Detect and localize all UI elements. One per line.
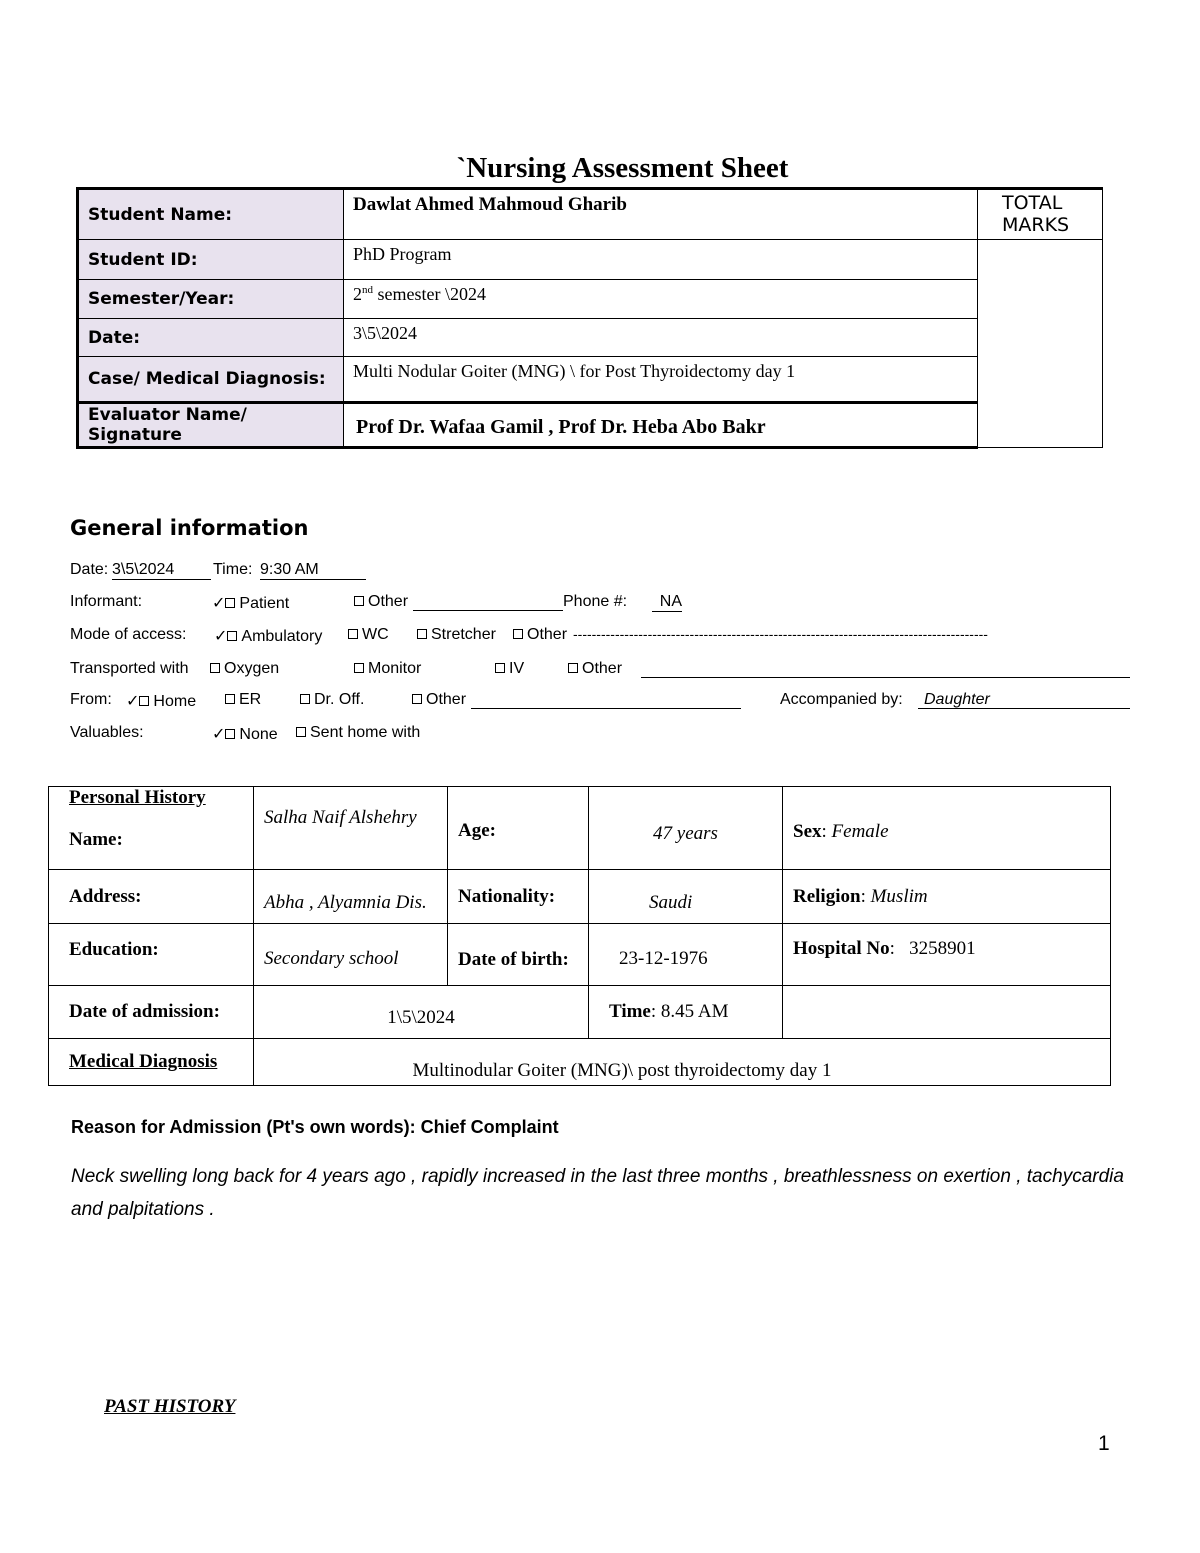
student-info-table [76, 187, 1103, 449]
check-icon: ✓ [126, 693, 140, 710]
accompanied-value: Daughter [918, 691, 1130, 709]
admission-date-label: Date of admission: [49, 986, 254, 1039]
total-marks-cell [978, 240, 1103, 448]
evaluator-value: Prof Dr. Wafaa Gamil , Prof Dr. Heba Abo Bakr [344, 403, 978, 448]
checkbox-icon [296, 727, 306, 737]
transported-other-line [641, 660, 1130, 678]
from-other-line [471, 691, 741, 709]
checkbox-icon [354, 663, 364, 673]
reason-heading: Reason for Admission (Pt's own words): Chief Complaint [71, 1117, 559, 1137]
date-label: Date: [78, 319, 344, 357]
age-value: 47 years [589, 787, 783, 870]
admission-time-label: Time [609, 1001, 651, 1022]
from-dr-off-option[interactable]: Dr. Off. [300, 691, 364, 709]
page-number: 1 [1098, 1432, 1110, 1455]
past-history-heading: PAST HISTORY [104, 1396, 236, 1417]
transported-iv-option[interactable]: IV [495, 660, 524, 678]
personal-history-title: Personal History [69, 787, 206, 808]
name-value: Salha Naif Alshehry [254, 787, 448, 870]
transported-other-option[interactable]: Other [568, 660, 622, 678]
nationality-label: Nationality: [448, 870, 589, 924]
checkbox-icon [210, 663, 220, 673]
sex-value: Female [831, 821, 889, 842]
gi-time-value: 9:30 AM [260, 561, 366, 580]
valuables-none-option[interactable]: ✓ None [212, 726, 278, 743]
checkbox-icon [227, 631, 237, 641]
date-value: 3\5\2024 [344, 319, 978, 357]
admission-time-cell: Time: 8.45 AM [589, 986, 783, 1039]
religion-value: Muslim [870, 885, 928, 907]
total-marks-label: TOTAL MARKS [978, 189, 1103, 240]
informant-other-option[interactable]: Other [354, 593, 408, 611]
checkbox-icon [495, 663, 505, 673]
gi-time-label: Time: [213, 561, 253, 578]
check-icon: ✓ [212, 595, 226, 612]
medical-diagnosis-label: Medical Diagnosis [49, 1039, 254, 1086]
informant-other-line [413, 593, 563, 611]
checkbox-icon [225, 598, 235, 608]
checkbox-icon [348, 629, 358, 639]
checkbox-icon [225, 694, 235, 704]
address-value: Abha , Alyamnia Dis. [254, 870, 448, 924]
checkbox-icon [139, 696, 149, 706]
chief-complaint-text: Neck swelling long back for 4 years ago , rapidly increased in the last three months , breathlessness on exertion , tachycardia and palpitations . [71, 1166, 1124, 1220]
transported-oxygen-option[interactable]: Oxygen [210, 660, 279, 678]
mode-label: Mode of access: [70, 626, 187, 643]
student-id-label: Student ID: [78, 240, 344, 280]
from-other-option[interactable]: Other [412, 691, 466, 709]
student-id-value: PhD Program [344, 240, 978, 280]
diagnosis-value: Multi Nodular Goiter (MNG) \ for Post Thyroidectomy day 1 [344, 357, 978, 403]
semester-label: Semester/Year: [78, 280, 344, 319]
check-icon: ✓ [214, 628, 228, 645]
informant-label: Informant: [70, 593, 143, 610]
admission-time-value: 8.45 AM [660, 1001, 729, 1022]
medical-diagnosis-value: Multinodular Goiter (MNG)\ post thyroidectomy day 1 [254, 1039, 1111, 1086]
hospital-no-cell: Hospital No: 3258901 [783, 924, 1111, 986]
address-label: Address: [49, 870, 254, 924]
personal-history-table [48, 786, 1111, 1086]
checkbox-icon [513, 629, 523, 639]
semester-value: 2nd semester \2024 [344, 280, 978, 319]
from-home-option[interactable]: ✓ Home [126, 693, 197, 710]
document-title: `Nursing Assessment Sheet [456, 152, 789, 184]
valuables-sent-home-option[interactable]: Sent home with [296, 724, 420, 742]
education-value: Secondary school [254, 924, 448, 986]
sex-label: Sex [793, 821, 822, 842]
informant-patient-option[interactable]: ✓ Patient [212, 595, 290, 612]
hospital-no-label: Hospital No [793, 938, 890, 959]
dob-value: 23-12-1976 [589, 924, 783, 986]
checkbox-icon [354, 596, 364, 606]
checkbox-icon [225, 729, 235, 739]
age-label: Age: [448, 787, 589, 870]
checkbox-icon [300, 694, 310, 704]
phone-label: Phone #: [563, 593, 628, 610]
mode-wc-option[interactable]: WC [348, 626, 389, 644]
student-name-label: Student Name: [78, 189, 344, 240]
checkbox-icon [417, 629, 427, 639]
check-icon: ✓ [212, 726, 226, 743]
gi-date-label: Date: [70, 561, 109, 578]
education-label: Education: [49, 924, 254, 986]
religion-label: Religion [793, 885, 861, 907]
transported-label: Transported with [70, 660, 189, 677]
mode-stretcher-option[interactable]: Stretcher [417, 626, 496, 644]
checkbox-icon [568, 663, 578, 673]
from-er-option[interactable]: ER [225, 691, 261, 709]
checkbox-icon [412, 694, 422, 704]
evaluator-label: Evaluator Name/ Signature [78, 403, 344, 448]
gi-date-value: 3\5\2024 [112, 561, 211, 580]
valuables-label: Valuables: [70, 724, 144, 741]
student-name-value: Dawlat Ahmed Mahmoud Gharib [344, 189, 978, 240]
mode-other-option[interactable]: Other [513, 626, 567, 644]
name-label: Name: [69, 829, 123, 850]
general-info-heading: General information [70, 516, 309, 540]
diagnosis-label: Case/ Medical Diagnosis: [78, 357, 344, 403]
empty-cell [783, 986, 1111, 1039]
transported-monitor-option[interactable]: Monitor [354, 660, 421, 678]
name-cell [49, 787, 254, 870]
sex-cell: Sex: Female [783, 787, 1111, 870]
from-label: From: [70, 691, 112, 708]
accompanied-label: Accompanied by: [780, 691, 903, 708]
mode-other-dashes: ----------------------------------------------------------------------------------------- [573, 626, 988, 642]
dob-label: Date of birth: [448, 924, 589, 986]
nationality-value: Saudi [589, 870, 783, 924]
admission-date-value: 1\5\2024 [254, 986, 589, 1039]
religion-cell: Religion: Muslim [783, 870, 1111, 924]
mode-ambulatory-option[interactable]: ✓ Ambulatory [214, 628, 323, 645]
phone-value: NA [652, 593, 682, 612]
hospital-no-value: 3258901 [909, 938, 976, 959]
